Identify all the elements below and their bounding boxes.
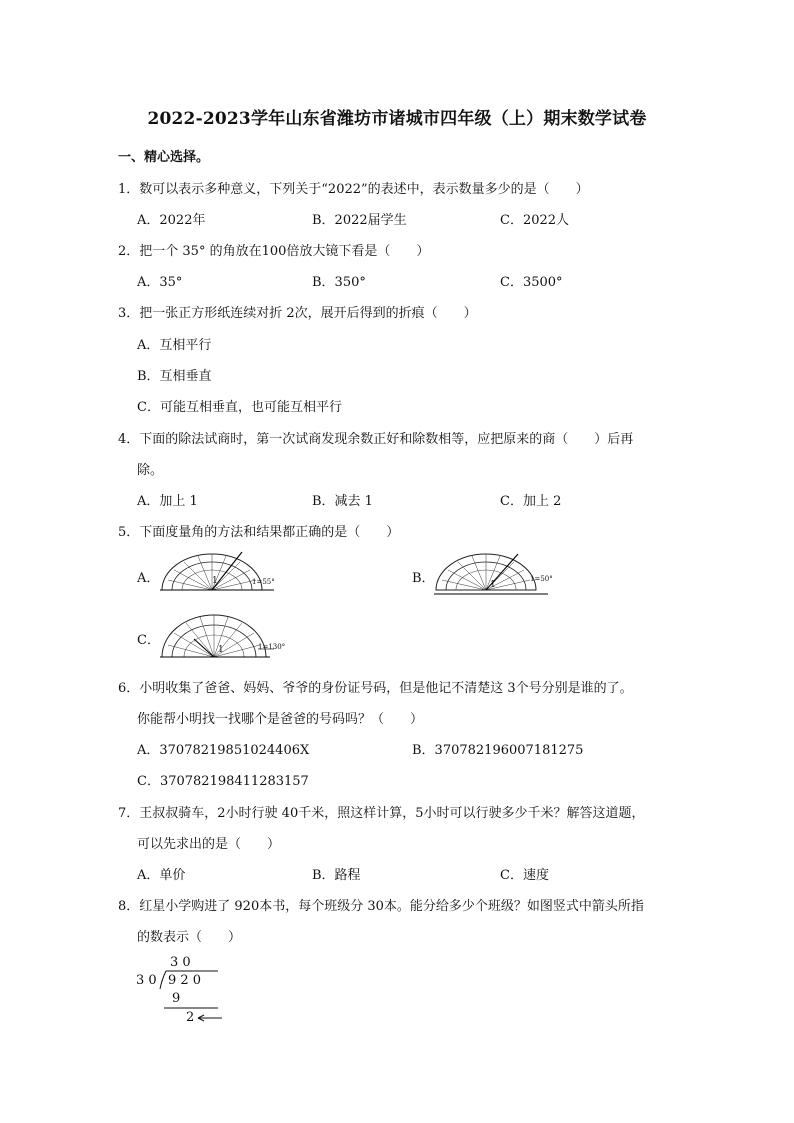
- q6-option-c[interactable]: C．370782198411283157: [137, 774, 309, 789]
- q1-option-c[interactable]: C．2022人: [500, 213, 570, 228]
- protractor-a-figure: [158, 550, 278, 596]
- q1-option-a[interactable]: A．2022年: [137, 213, 206, 228]
- q3-option-a[interactable]: A．互相平行: [137, 338, 212, 353]
- q7-option-a[interactable]: A．单价: [137, 868, 186, 883]
- q5-b-note: 1=50°: [530, 575, 553, 583]
- division-lines: [136, 955, 236, 1027]
- q5-b-angle-mark: 1: [490, 580, 496, 590]
- question-4-line-2: 除。: [137, 463, 164, 478]
- question-5: 5．下面度量角的方法和结果都正确的是（ ）: [118, 525, 400, 540]
- question-6-line-2: 你能帮小明找一找哪个是爸爸的号码吗？（ ）: [137, 712, 424, 727]
- q6-option-a[interactable]: A．37078219851024406X: [137, 743, 310, 758]
- q7-option-c[interactable]: C．速度: [500, 868, 549, 883]
- q2-option-c[interactable]: C．3500°: [500, 275, 563, 290]
- question-6-line-1: 6．小明收集了爸爸、妈妈、爷爷的身份证号码，但是他记不清楚这 3个号分别是谁的了。: [118, 681, 633, 696]
- page-title: 2022-2023学年山东省潍坊市诸城市四年级（上）期末数学试卷: [147, 109, 647, 129]
- q2-option-a[interactable]: A．35°: [137, 275, 183, 290]
- q7-option-b[interactable]: B．路程: [312, 868, 361, 883]
- q1-option-b[interactable]: B．2022届学生: [312, 213, 407, 228]
- q2-option-b[interactable]: B．350°: [312, 275, 366, 290]
- question-7-line-1: 7．王叔叔骑车，2小时行驶 40千米，照这样计算，5小时可以行驶多少千米？解答这道题，: [118, 806, 645, 821]
- q5-c-angle-mark: 1: [218, 645, 224, 655]
- question-8-line-1: 8．红星小学购进了 920本书，每个班级分 30本。能分给多少个班级？如图竖式中箭头所指: [118, 899, 644, 914]
- q4-option-a[interactable]: A．加上 1: [137, 494, 198, 509]
- section-heading: 一、精心选择。: [118, 150, 210, 165]
- division-remainder: 2: [186, 1010, 195, 1025]
- q5-a-angle-mark: 1: [212, 576, 218, 586]
- question-4-line-1: 4．下面的除法试商时，第一次试商发现余数正好和除数相等，应把原来的商（ ）后再: [118, 432, 634, 447]
- q5-option-b[interactable]: B．: [412, 571, 435, 586]
- question-2: 2．把一个 35° 的角放在100倍放大镜下看是（ ）: [118, 244, 430, 259]
- q3-option-b[interactable]: B．互相垂直: [137, 369, 212, 384]
- q6-option-b[interactable]: B．370782196007181275: [412, 743, 584, 758]
- division-divisor: 3 0: [136, 973, 157, 988]
- question-3: 3．把一张正方形纸连续对折 2次，展开后得到的折痕（ ）: [118, 306, 477, 321]
- division-product: 9: [172, 991, 181, 1006]
- q4-option-c[interactable]: C．加上 2: [500, 494, 562, 509]
- question-7-line-2: 可以先求出的是（ ）: [137, 837, 281, 852]
- question-1: 1．数可以表示多种意义，下列关于“2022”的表述中，表示数量多少的是（ ）: [118, 182, 589, 197]
- q5-a-note: 1=55°: [252, 578, 275, 586]
- q4-option-b[interactable]: B．减去 1: [312, 494, 373, 509]
- q5-c-note: 1=130°: [258, 643, 286, 651]
- question-8-line-2: 的数表示（ ）: [137, 930, 242, 945]
- q3-option-c[interactable]: C．可能互相垂直，也可能互相平行: [137, 400, 342, 415]
- q5-option-a[interactable]: A．: [137, 571, 160, 586]
- long-division-figure: [136, 955, 236, 1027]
- q5-option-c[interactable]: C．: [137, 633, 160, 648]
- division-dividend: 9 2 0: [168, 973, 202, 988]
- division-quotient: 3 0: [170, 955, 191, 970]
